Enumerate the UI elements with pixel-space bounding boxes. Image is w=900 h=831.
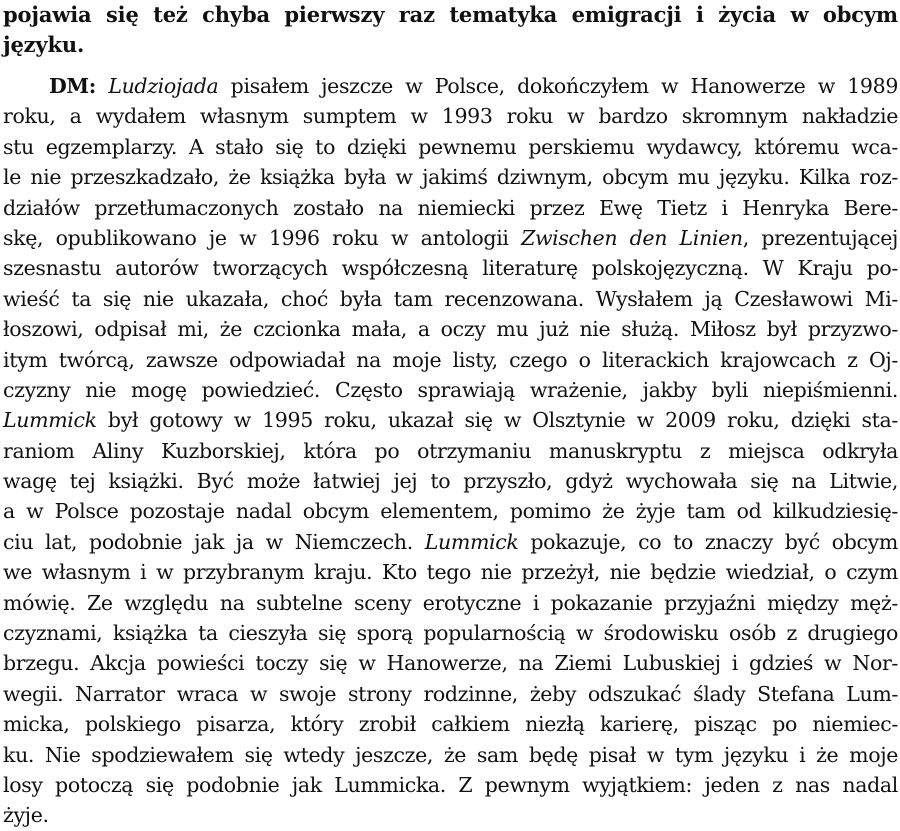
- answer-text: ciu lat, podobnie jak ja w Niemczech.: [3, 529, 425, 554]
- book-title-ludziojada: Ludziojada: [108, 74, 219, 98]
- answer-line: czyznami, książka ta cieszyła się sporą popularnością w środowisku osób z drugiego: [3, 621, 898, 646]
- answer-text: pisałem jeszcze w Polsce, dokończyłem w Hanowerze w 1989: [218, 74, 899, 98]
- interview-answer: [3, 71, 898, 831]
- answer-line: szesnastu autorów tworzących współczesną literaturę polskojęzyczną. W Kraju po-: [3, 256, 898, 281]
- answer-line: żyje.: [3, 803, 49, 828]
- book-title-lummick: Lummick: [424, 529, 519, 554]
- answer-line: [3, 405, 898, 435]
- answer-line: [3, 223, 898, 253]
- question-line: pojawia się też chyba pierwszy raz tematyka emigracji i życia w obcym: [3, 2, 898, 27]
- answer-line: roku, a wydałem własnym sumptem w 1993 roku w bardzo skromnym nakładzie: [3, 104, 898, 129]
- answer-line: we własnym i w przybranym kraju. Kto tego nie przeżył, nie będzie wiedział, o czym: [3, 560, 898, 585]
- answer-line: brzegu. Akcja powieści toczy się w Hanowerze, na Ziemi Lubuskiej i gdzieś w Nor-: [3, 651, 898, 676]
- question-line: języku.: [3, 32, 85, 58]
- book-title-zwischen-den-linien: Zwischen den Linien: [521, 225, 743, 250]
- answer-text: , prezentującej: [742, 225, 898, 250]
- answer-line: wagę tej książki. Być może łatwiej jej to przyszło, gdyż wychowała się na Litwie,: [3, 469, 898, 494]
- answer-line: ku. Nie spodziewałem się wtedy jeszcze, że sam będę pisał w tym języku i że moje: [3, 742, 898, 767]
- answer-line: raniom Aliny Kuzborskiej, która po otrzymaniu manuskryptu z miejsca odkryła: [3, 438, 898, 463]
- answer-line: le nie przeszkadzało, że książka była w jakimś dziwnym, obcym mu języku. Kilka roz-: [3, 165, 898, 190]
- answer-line: a w Polsce pozostaje nadal obcym elementem, pomimo że żyje tam od kilkudziesię-: [3, 499, 898, 524]
- answer-line: losy potoczą się podobnie jak Lummicka. Z pewnym wyjątkiem: jeden z nas nadal: [3, 772, 898, 797]
- answer-line: wegii. Narrator wraca w swoje strony rodzinne, żeby odszukać ślady Stefana Lum-: [3, 681, 898, 706]
- answer-line: łoszowi, odpisał mi, że czcionka mała, a oczy mu już nie służą. Miłosz był przyzwo-: [3, 317, 898, 342]
- answer-line: micka, polskiego pisarza, który zrobił całkiem niezłą karierę, pisząc po niemiec-: [3, 712, 898, 737]
- answer-text: był gotowy w 1995 roku, ukazał się w Olsztynie w 2009 roku, dzięki sta-: [96, 408, 898, 433]
- answer-line: działów przetłumaczonych zostało na niemiecki przez Ewę Tietz i Henryka Bere-: [3, 195, 898, 220]
- answer-line: wieść ta się nie ukazała, choć była tam recenzowana. Wysłałem ją Czesławowi Mi-: [3, 286, 898, 311]
- answer-text: skę, opublikowano je w 1996 roku w antologii: [3, 225, 522, 250]
- answer-text: pokazuje, co to znaczy być obcym: [518, 529, 898, 554]
- answer-line: [3, 71, 898, 101]
- speaker-label: DM:: [49, 74, 96, 98]
- book-title-lummick: Lummick: [3, 408, 97, 433]
- answer-line: itym twórcą, zawsze odpowiadał na moje listy, czego o literackich krajowcach z Oj-: [3, 347, 898, 372]
- answer-line: stu egzemplarzy. A stało się to dzięki pewnemu perskiemu wydawcy, któremu wca-: [3, 134, 898, 159]
- interview-question: [3, 0, 898, 61]
- answer-line: czyzny nie mogę powiedzieć. Często sprawiają wrażenie, jakby byli niepiśmienni.: [3, 377, 898, 402]
- answer-line: mówię. Ze względu na subtelne sceny erotyczne i pokazanie przyjaźni między męż-: [3, 590, 898, 615]
- answer-line: [3, 527, 898, 557]
